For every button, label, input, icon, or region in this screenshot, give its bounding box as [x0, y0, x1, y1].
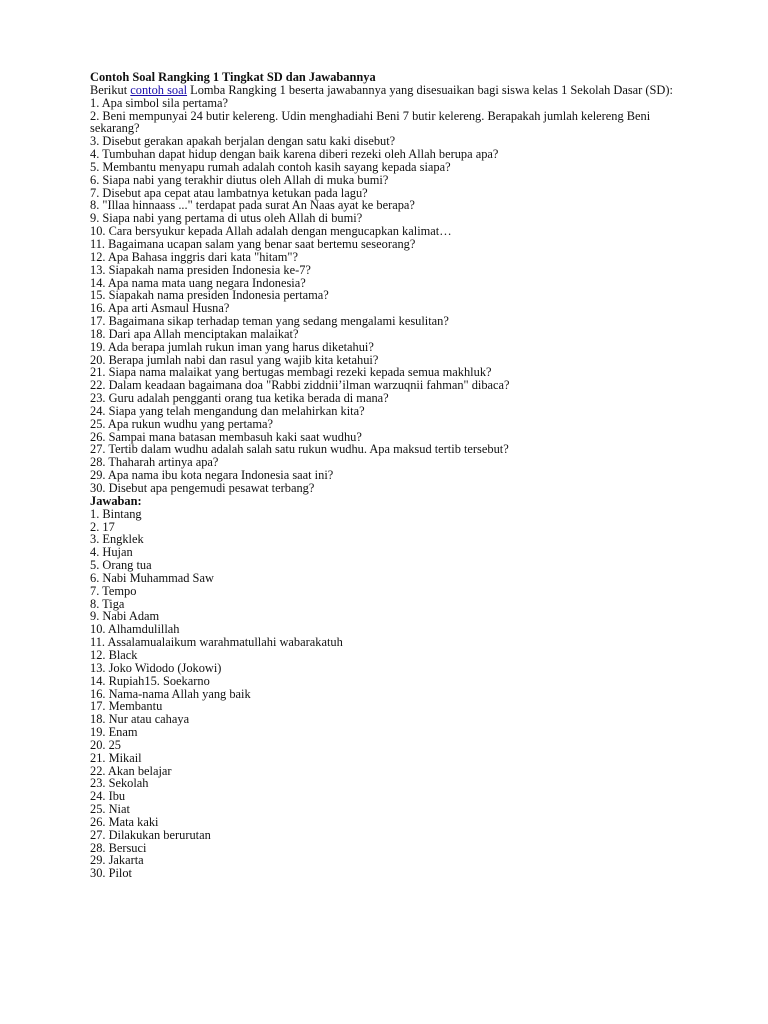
question-item: 25. Apa rukun wudhu yang pertama? — [90, 416, 274, 431]
question-item: 15. Siapakah nama presiden Indonesia pertama? — [90, 288, 329, 303]
question-item: 14. Apa nama mata uang negara Indonesia? — [90, 275, 306, 290]
question-item: 28. Thaharah artinya apa? — [90, 455, 219, 470]
answer-item: 23. Sekolah — [90, 776, 149, 791]
question-item: 4. Tumbuhan dapat hidup dengan baik karena diberi rezeki oleh Allah berupa apa? — [90, 147, 499, 162]
answer-item: 10. Alhamdulillah — [90, 622, 180, 637]
question-item: 11. Bagaimana ucapan salam yang benar saat bertemu seseorang? — [90, 236, 416, 251]
answer-item: 28. Bersuci — [90, 840, 147, 855]
answer-item: 30. Pilot — [90, 866, 132, 881]
question-item: 10. Cara bersyukur kepada Allah adalah dengan mengucapkan kalimat… — [90, 224, 452, 239]
question-item: 29. Apa nama ibu kota negara Indonesia saat ini? — [90, 468, 334, 483]
answer-item: 12. Black — [90, 647, 138, 662]
answers-heading: Jawaban: — [90, 493, 142, 508]
question-item: 22. Dalam keadaan bagaimana doa "Rabbi ziddnii’ilman warzuqnii fahman" dibaca? — [90, 378, 510, 393]
question-item: 24. Siapa yang telah mengandung dan melahirkan kita? — [90, 403, 365, 418]
question-item: 16. Apa arti Asmaul Husna? — [90, 301, 230, 316]
question-item: 7. Disebut apa cepat atau lambatnya ketukan pada lagu? — [90, 185, 368, 200]
answer-item: 4. Hujan — [90, 545, 133, 560]
answer-item: 26. Mata kaki — [90, 814, 159, 829]
answer-item: 24. Ibu — [90, 789, 126, 804]
answer-item: 29. Jakarta — [90, 853, 144, 868]
answer-item: 13. Joko Widodo (Jokowi) — [90, 660, 222, 675]
answer-item: 11. Assalamualaikum warahmatullahi wabarakatuh — [90, 635, 343, 650]
question-item: 20. Berapa jumlah nabi dan rasul yang wajib kita ketahui? — [90, 352, 379, 367]
answer-item: 2. 17 — [90, 519, 115, 534]
question-item: 5. Membantu menyapu rumah adalah contoh kasih sayang kepada siapa? — [90, 159, 451, 174]
answer-item: 20. 25 — [90, 737, 121, 752]
intro-text-before-link: Berikut — [90, 82, 131, 97]
answer-item: 19. Enam — [90, 725, 138, 740]
answer-item: 27. Dilakukan berurutan — [90, 827, 211, 842]
answer-item: 21. Mikail — [90, 750, 142, 765]
answer-item: 5. Orang tua — [90, 558, 152, 573]
question-item: 13. Siapakah nama presiden Indonesia ke-7? — [90, 262, 311, 277]
intro-text-after-link: Lomba Rangking 1 beserta jawabannya yang disesuaikan bagi siswa kelas 1 Sekolah Dasar (SD): — [187, 82, 673, 97]
question-item: 6. Siapa nabi yang terakhir diutus oleh Allah di muka bumi? — [90, 172, 389, 187]
answer-item: 17. Membantu — [90, 699, 163, 714]
question-item: 3. Disebut gerakan apakah berjalan dengan satu kaki disebut? — [90, 134, 396, 149]
question-item: 21. Siapa nama malaikat yang bertugas membagi rezeki kepada semua makhluk? — [90, 365, 492, 380]
answer-item: 25. Niat — [90, 802, 130, 817]
answer-item: 1. Bintang — [90, 506, 142, 521]
answer-item: 9. Nabi Adam — [90, 609, 160, 624]
question-item: 9. Siapa nabi yang pertama di utus oleh Allah di bumi? — [90, 211, 363, 226]
question-item: 27. Tertib dalam wudhu adalah salah satu rukun wudhu. Apa maksud tertib tersebut? — [90, 442, 509, 457]
question-item: 18. Dari apa Allah menciptakan malaikat? — [90, 326, 299, 341]
question-item: 2. Beni mempunyai 24 butir kelereng. Udin menghadiahi Beni 7 butir kelereng. Berapakah jumlah kelereng Beni sekarang? — [90, 108, 651, 136]
answer-item: 8. Tiga — [90, 596, 125, 611]
contoh-soal-link[interactable]: contoh soal — [130, 82, 188, 97]
question-item: 8. "Illaa hinnaass ..." terdapat pada surat An Naas ayat ke berapa? — [90, 198, 415, 213]
answer-item: 3. Engklek — [90, 532, 144, 547]
question-item: 12. Apa Bahasa inggris dari kata "hitam"? — [90, 249, 298, 264]
answer-item: 6. Nabi Muhammad Saw — [90, 570, 214, 585]
answer-list — [90, 508, 690, 880]
question-item: 17. Bagaimana sikap terhadap teman yang sedang mengalami kesulitan? — [90, 314, 449, 329]
question-item: 30. Disebut apa pengemudi pesawat terbang? — [90, 481, 315, 495]
intro-paragraph — [90, 84, 690, 97]
question-list — [90, 97, 690, 495]
answer-item: 22. Akan belajar — [90, 763, 172, 778]
question-item: 26. Sampai mana batasan membasuh kaki saat wudhu? — [90, 429, 362, 444]
document-title: Contoh Soal Rangking 1 Tingkat SD dan Jawabannya — [90, 70, 376, 84]
question-item: 23. Guru adalah pengganti orang tua ketika berada di mana? — [90, 391, 389, 406]
question-item: 1. Apa simbol sila pertama? — [90, 95, 228, 110]
answer-item: 18. Nur atau cahaya — [90, 712, 190, 727]
answer-item: 16. Nama-nama Allah yang baik — [90, 686, 251, 701]
question-item: 19. Ada berapa jumlah rukun iman yang harus diketahui? — [90, 339, 374, 354]
document-body — [90, 71, 690, 880]
answer-item: 7. Tempo — [90, 583, 137, 598]
answer-item: 14. Rupiah15. Soekarno — [90, 673, 210, 688]
